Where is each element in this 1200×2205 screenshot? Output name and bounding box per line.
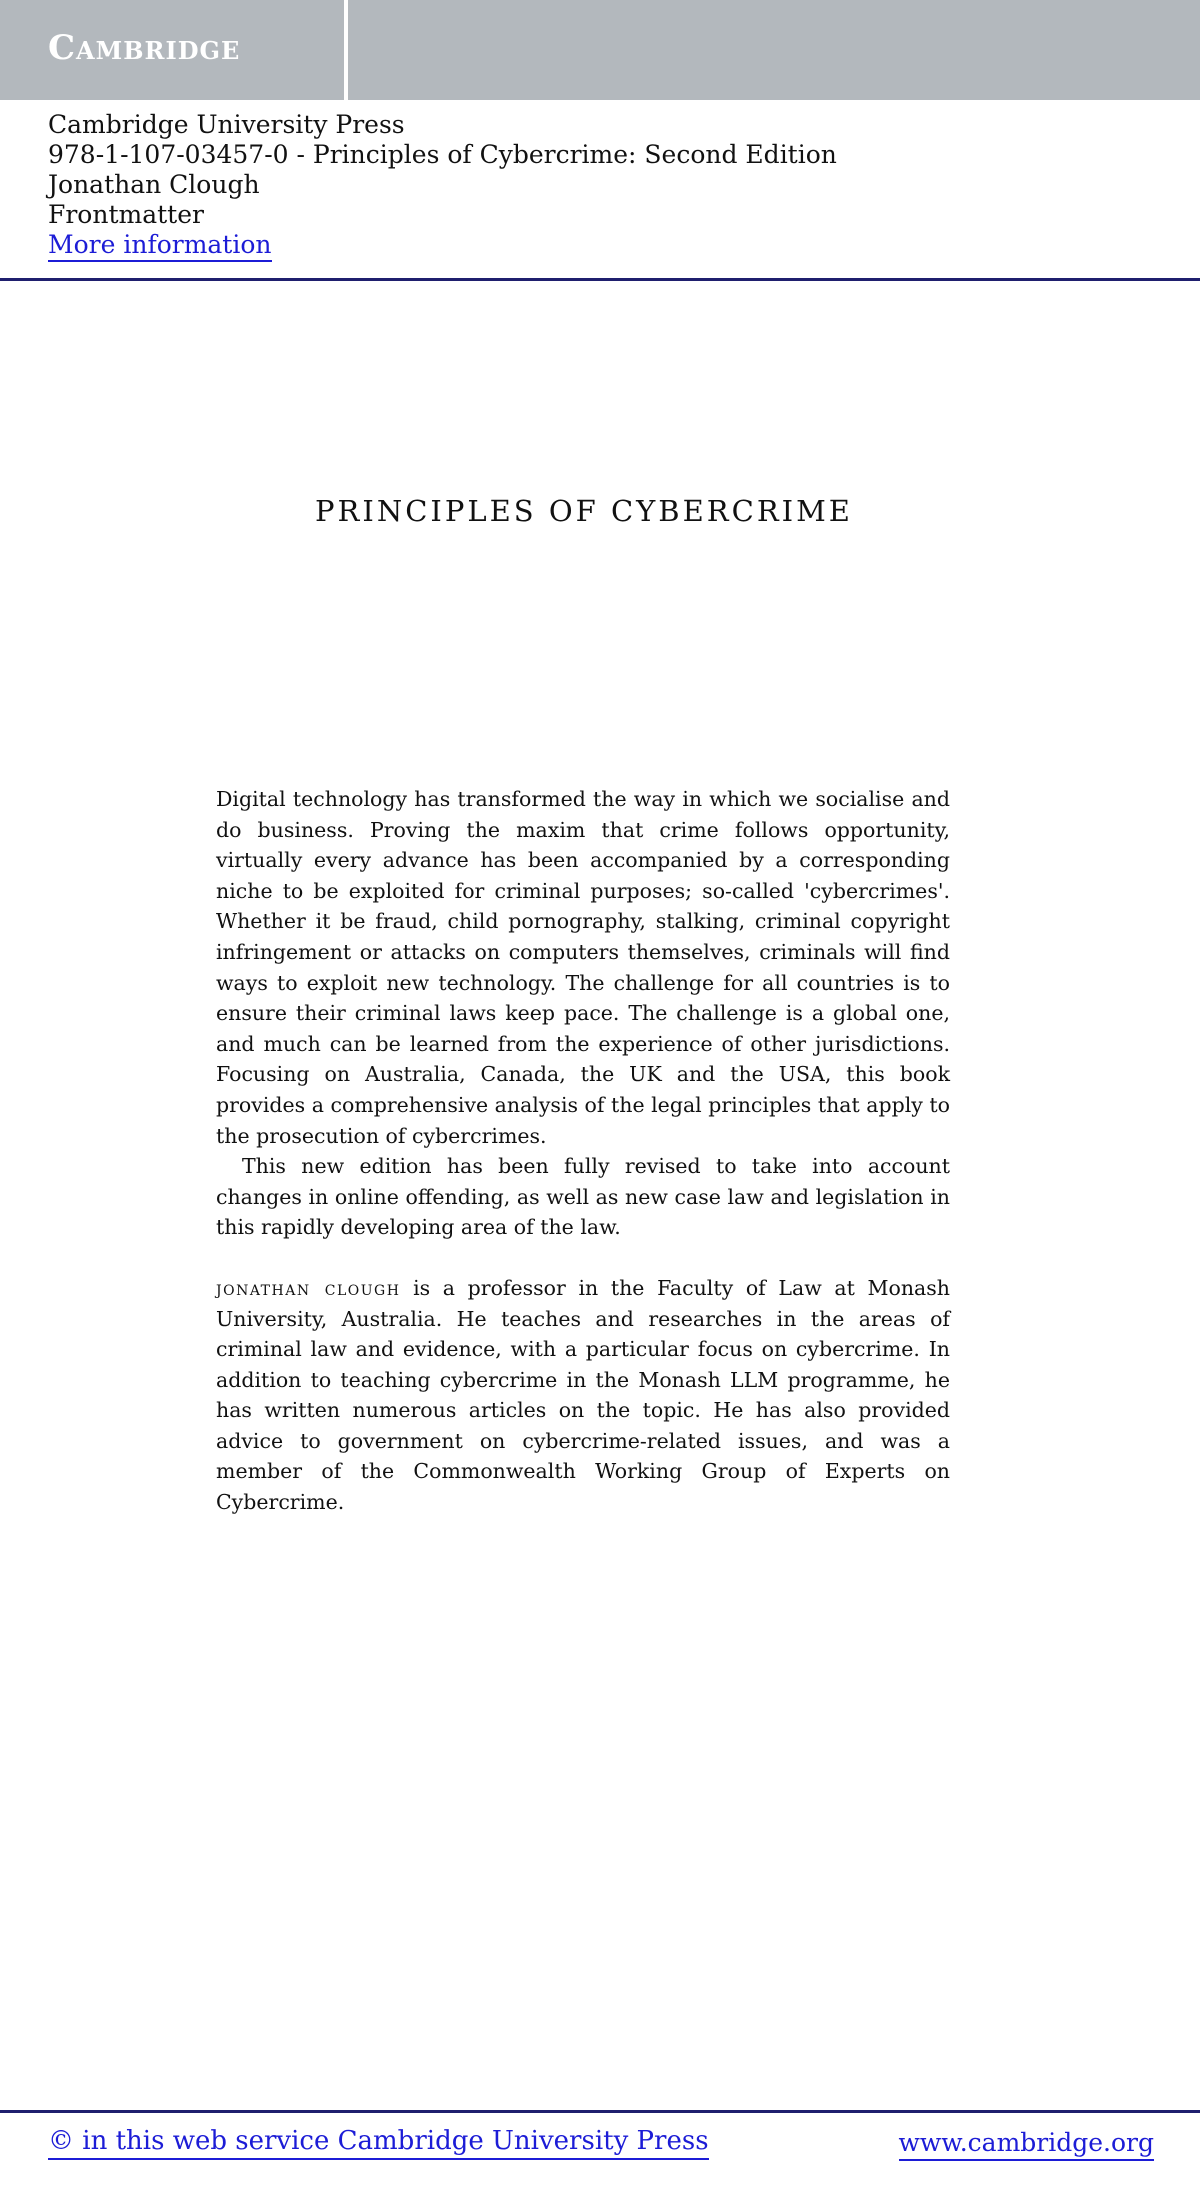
more-information-link[interactable]: More information — [48, 230, 272, 262]
description-paragraph: This new edition has been fully revised to take into account changes in online offending, as well as new case law and legislation in this rapidly developing area of the law. — [216, 1154, 950, 1240]
copyright-link[interactable] — [48, 2126, 709, 2156]
copyright-text[interactable]: © in this web service Cambridge University Press — [48, 2126, 709, 2160]
banner-divider — [344, 0, 348, 100]
header-rule — [0, 278, 1200, 281]
book-metadata — [48, 110, 1148, 260]
footer-rule — [0, 2110, 1200, 2113]
author-bio-name: jonathan clough — [216, 1275, 401, 1300]
book-description — [216, 784, 950, 1518]
section-name: Frontmatter — [48, 200, 204, 229]
description-paragraph: Digital technology has transformed the way in which we socialise and do business. Proving the maxim that crime follows opportunity, virtually every advance has been accompanied by a corresponding niche to be exploited for criminal purposes; so-called 'cybercrimes'. Whether it be fraud, child pornography, stalking, criminal copyright infringement or attacks on computers themselves, criminals will find ways to exploit new technology. The challenge for all countries is to ensure their criminal laws keep pace. The challenge is a global one, and much can be learned from the experience of other jurisdictions. Focusing on Australia, Canada, the UK and the USA, this book provides a comprehensive analysis of the legal principles that apply to the prosecution of cybercrimes. — [216, 787, 950, 1148]
author-bio-text: is a professor in the Faculty of Law at Monash University, Australia. He teaches and researches in the areas of criminal law and evidence, with a particular focus on cybercrime. In addition to teaching cybercrime in the Monash LLM programme, he has written numerous articles on the topic. He has also provided advice to government on cybercrime-related issues, and was a member of the Commonwealth Working Group of Experts on Cybercrime. — [216, 1275, 950, 1515]
cambridge-logo: Cambridge — [48, 28, 241, 68]
author-bio — [216, 1273, 950, 1518]
isbn-title: 978-1-107-03457-0 - Principles of Cybercrime: Second Edition — [48, 140, 837, 169]
website-text[interactable]: www.cambridge.org — [899, 2128, 1155, 2161]
author-name: Jonathan Clough — [48, 170, 260, 199]
publisher-name: Cambridge University Press — [48, 110, 405, 139]
page-title: PRINCIPLES OF CYBERCRIME — [315, 494, 853, 528]
website-link[interactable] — [899, 2128, 1155, 2157]
publisher-banner — [0, 0, 1200, 100]
